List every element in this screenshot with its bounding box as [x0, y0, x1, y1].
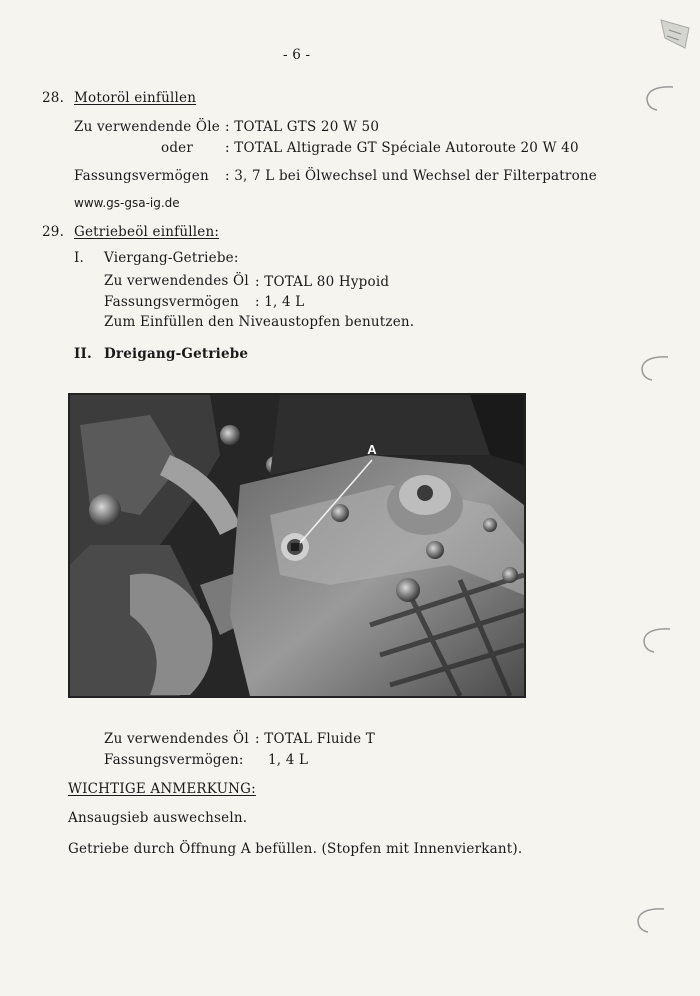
or-value: : TOTAL Altigrade GT Spéciale Autoroute 20 W 40	[225, 140, 579, 156]
part-2-title: Dreigang-Getriebe	[104, 346, 249, 362]
part-1-roman: I.	[74, 250, 85, 266]
important-line-1: Ansaugsieb auswechseln.	[68, 810, 248, 826]
section-28-number: 28.	[42, 90, 65, 106]
page-number: - 6 -	[283, 47, 311, 63]
part-1-oil-label: Zu verwendendes Öl	[104, 273, 249, 289]
gearbox-photo	[68, 393, 526, 698]
capacity-value-28: : 3, 7 L bei Ölwechsel und Wechsel der Filterpatrone	[225, 168, 597, 184]
punch-hole-mark	[643, 84, 677, 112]
punch-hole-mark	[634, 906, 668, 934]
punch-hole-mark	[640, 626, 674, 654]
section-28-heading: Motoröl einfüllen	[74, 90, 197, 106]
website-text: www.gs-gsa-ig.de	[74, 196, 180, 210]
section-29-number: 29.	[42, 224, 65, 240]
part-2-capacity-label: Fassungsvermögen:	[104, 752, 244, 768]
part-2-capacity-value: 1, 4 L	[268, 752, 309, 768]
photo-label-a: A	[367, 442, 377, 457]
part-2-oil-value: : TOTAL Fluide T	[255, 731, 376, 747]
part-1-capacity-value: : 1, 4 L	[255, 294, 305, 310]
punch-hole-mark	[638, 354, 672, 382]
part-1-note: Zum Einfüllen den Niveaustopfen benutzen.	[104, 314, 415, 330]
oils-label: Zu verwendende Öle	[74, 119, 220, 135]
part-1-title: Viergang-Getriebe:	[104, 250, 239, 266]
section-29-heading: Getriebeöl einfüllen:	[74, 224, 220, 240]
part-1-oil-value: : TOTAL 80 Hypoid	[255, 274, 390, 290]
paper-scrap-mark	[655, 14, 695, 54]
part-1-capacity-label: Fassungsvermögen	[104, 294, 239, 310]
part-2-roman: II.	[74, 346, 92, 362]
or-label: oder	[161, 140, 194, 156]
oils-value: : TOTAL GTS 20 W 50	[225, 119, 380, 135]
important-line-2: Getriebe durch Öffnung A befüllen. (Stopfen mit Innenvierkant).	[68, 841, 523, 857]
part-2-oil-label: Zu verwendendes Öl	[104, 731, 249, 747]
gearbox-illustration	[70, 395, 524, 696]
capacity-label-28: Fassungsvermögen	[74, 168, 209, 184]
important-heading: WICHTIGE ANMERKUNG:	[68, 781, 256, 797]
